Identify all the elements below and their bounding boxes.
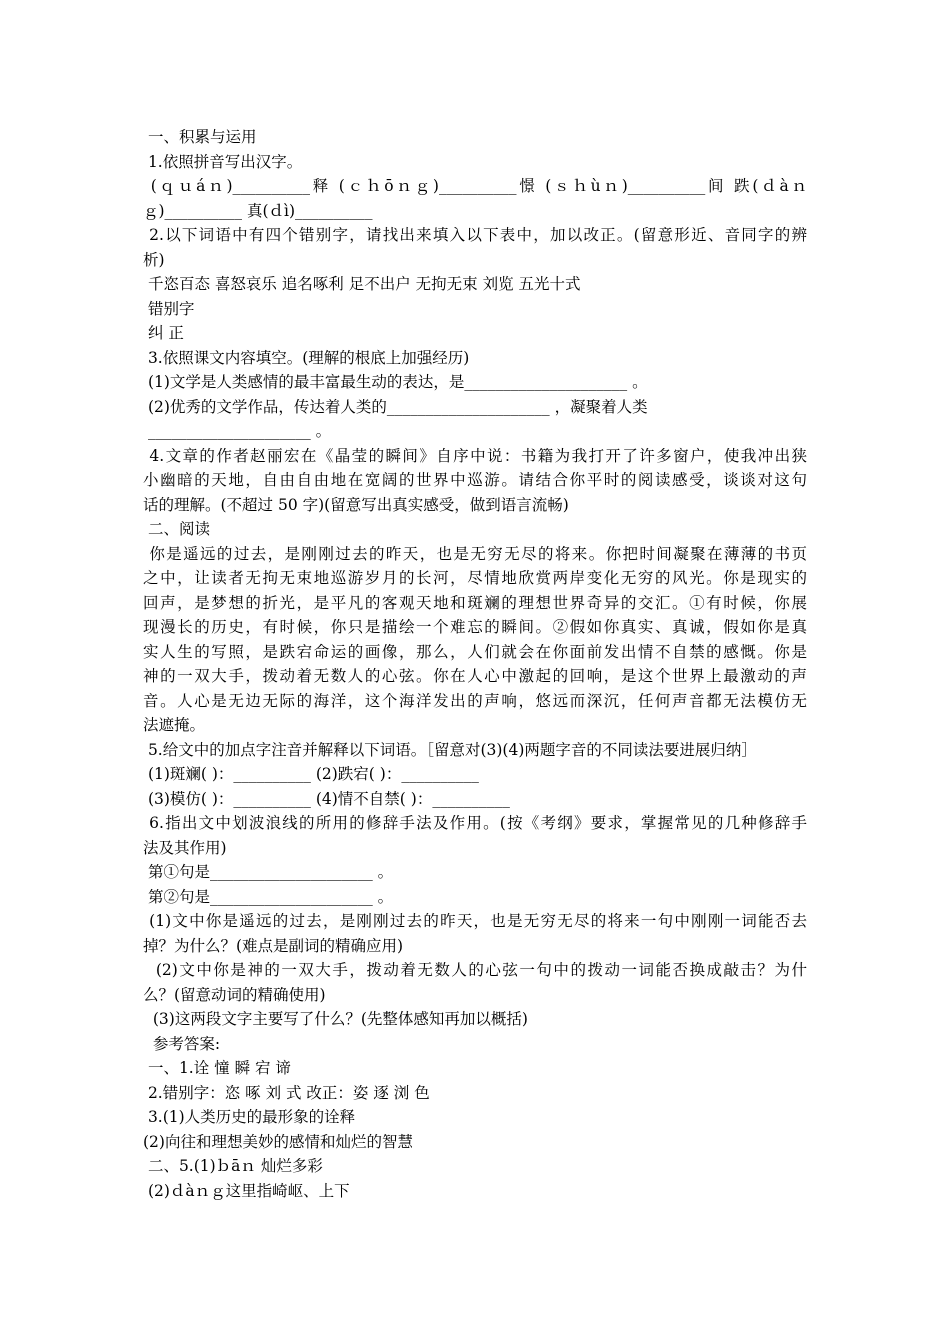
question-3-item-1: (1)文学是人类感情的最丰富最生动的表达，是_____________________ 。 bbox=[143, 373, 648, 391]
answer-3-1: 3.(1)人类历史的最形象的诠释 bbox=[143, 1108, 356, 1126]
question-2-line-2: 析) bbox=[143, 250, 165, 269]
question-6-line-2: 法及其作用) bbox=[143, 838, 227, 857]
question-3-item-2-cont: _____________________ 。 bbox=[143, 422, 332, 440]
answer-2: 2.错别字：恣 啄 刘 式 改正：姿 逐 浏 色 bbox=[143, 1083, 430, 1102]
question-1-pinyin-line-2: ｇ)__________ 真(ｄì)__________ bbox=[143, 201, 373, 220]
passage-line-6: 神的一双大手，拨动着无数人的心弦。你在人心中激起的回响，是这个世界上最激动的声 bbox=[143, 667, 807, 685]
question-2-correct-label: 纠 正 bbox=[143, 324, 184, 342]
passage-line-2: 之中，让读者无拘无束地巡游岁月的长河，尽情地欣赏两岸变化无穷的风光。你是现实的 bbox=[143, 569, 807, 587]
section-heading-reading: 二、阅读 bbox=[143, 520, 210, 538]
question-6-sentence-2: 第②句是_____________________ 。 bbox=[143, 887, 394, 906]
sub-question-1-line-2: 掉？为什么？(难点是副词的精确应用) bbox=[143, 936, 404, 955]
passage-line-3: 回声，是梦想的折光，是平凡的客观天地和斑斓的理想世界奇异的交汇。①有时候，你展 bbox=[143, 593, 807, 612]
question-6-line-1: 6.指出文中划波浪线的所用的修辞手法及作用。(按《考纲》要求，掌握常见的几种修辞手 bbox=[143, 814, 807, 832]
question-6-sentence-1: 第①句是_____________________ 。 bbox=[143, 863, 394, 881]
passage-line-8: 法遮掩。 bbox=[143, 716, 206, 734]
sub-question-2-line-2: 么？(留意动词的精确使用) bbox=[143, 985, 326, 1004]
passage-line-5: 实人生的写照，是跌宕命运的画像，那么，人们就会在你面前发出情不自禁的感慨。你是 bbox=[143, 642, 807, 661]
passage-line-1: 你是遥远的过去，是刚刚过去的昨天，也是无穷无尽的将来。你把时间凝聚在薄薄的书页 bbox=[143, 544, 807, 563]
sub-question-3: (3)这两段文字主要写了什么？(先整体感知再加以概括) bbox=[143, 1010, 528, 1028]
section-heading-accumulation: 一、积累与运用 bbox=[143, 128, 257, 146]
question-4-line-1: 4.文章的作者赵丽宏在《晶莹的瞬间》自序中说：书籍为我打开了许多窗户，使我冲出狭 bbox=[143, 446, 807, 465]
question-4-line-2: 小幽暗的天地，自由自由地在宽阔的世界中巡游。请结合你平时的阅读感受，谈谈对这句 bbox=[143, 471, 807, 489]
question-5-items-1-2: (1)斑斓( )：__________ (2)跌宕( )：__________ bbox=[143, 765, 479, 783]
question-4-line-3: 话的理解。(不超过 50 字)(留意写出真实感受，做到语言流畅) bbox=[143, 495, 569, 514]
question-2-words: 千恣百态 喜怒哀乐 追名啄利 足不出户 无拘无束 刘览 五光十式 bbox=[143, 275, 581, 293]
question-5: 5.给文中的加点字注音并解释以下词语。［留意对(3)(4)两题字音的不同读法要进展归纳］ bbox=[143, 740, 757, 759]
question-1-pinyin-line-1: (ｑｕáｎ)__________释 (ｃｈōｎｇ)__________憬 (ｓｈùｎ)__________间 跌(ｄàｎ bbox=[143, 177, 807, 195]
question-5-items-3-4: (3)模仿( )：__________ (4)情不自禁( )：__________ bbox=[143, 789, 510, 808]
passage-line-7: 音。人心是无边无际的海洋，这个海洋发出的声响，悠远而深沉，任何声音都无法模仿无 bbox=[143, 691, 807, 710]
answer-5-2: (2)ｄàｎｇ这里指崎岖、上下 bbox=[143, 1181, 350, 1200]
answer-3-2: (2)向往和理想美妙的感情和灿烂的智慧 bbox=[143, 1132, 413, 1151]
answer-1: 一、1.诠 憧 瞬 宕 谛 bbox=[143, 1059, 291, 1077]
passage-line-4: 现漫长的历史，有时候，你只是描绘一个难忘的瞬间。②假如你真实、真诚，假如你是真 bbox=[143, 618, 807, 636]
sub-question-1-line-1: (1)文中你是遥远的过去，是刚刚过去的昨天，也是无穷无尽的将来一句中刚刚一词能否去 bbox=[143, 912, 807, 930]
question-2-wrong-label: 错别字 bbox=[143, 299, 195, 318]
answers-heading: 参考答案: bbox=[143, 1034, 221, 1053]
question-2-line-1: 2.以下词语中有四个错别字，请找出来填入以下表中，加以改正。(留意形近、音同字的辨 bbox=[143, 226, 807, 244]
sub-question-2-line-1: (2)文中你是神的一双大手，拨动着无数人的心弦一句中的拨动一词能否换成敲击？为什 bbox=[143, 961, 807, 979]
answer-5-1: 二、5.(1)ｂāｎ 灿烂多彩 bbox=[143, 1157, 323, 1175]
question-3-item-2: (2)优秀的文学作品，传达着人类的_____________________ ，凝聚着人类 bbox=[143, 397, 648, 416]
question-3: 3.依照课文内容填空。(理解的根底上加强经历) bbox=[143, 348, 470, 367]
question-1: 1.依照拼音写出汉字。 bbox=[143, 152, 303, 171]
